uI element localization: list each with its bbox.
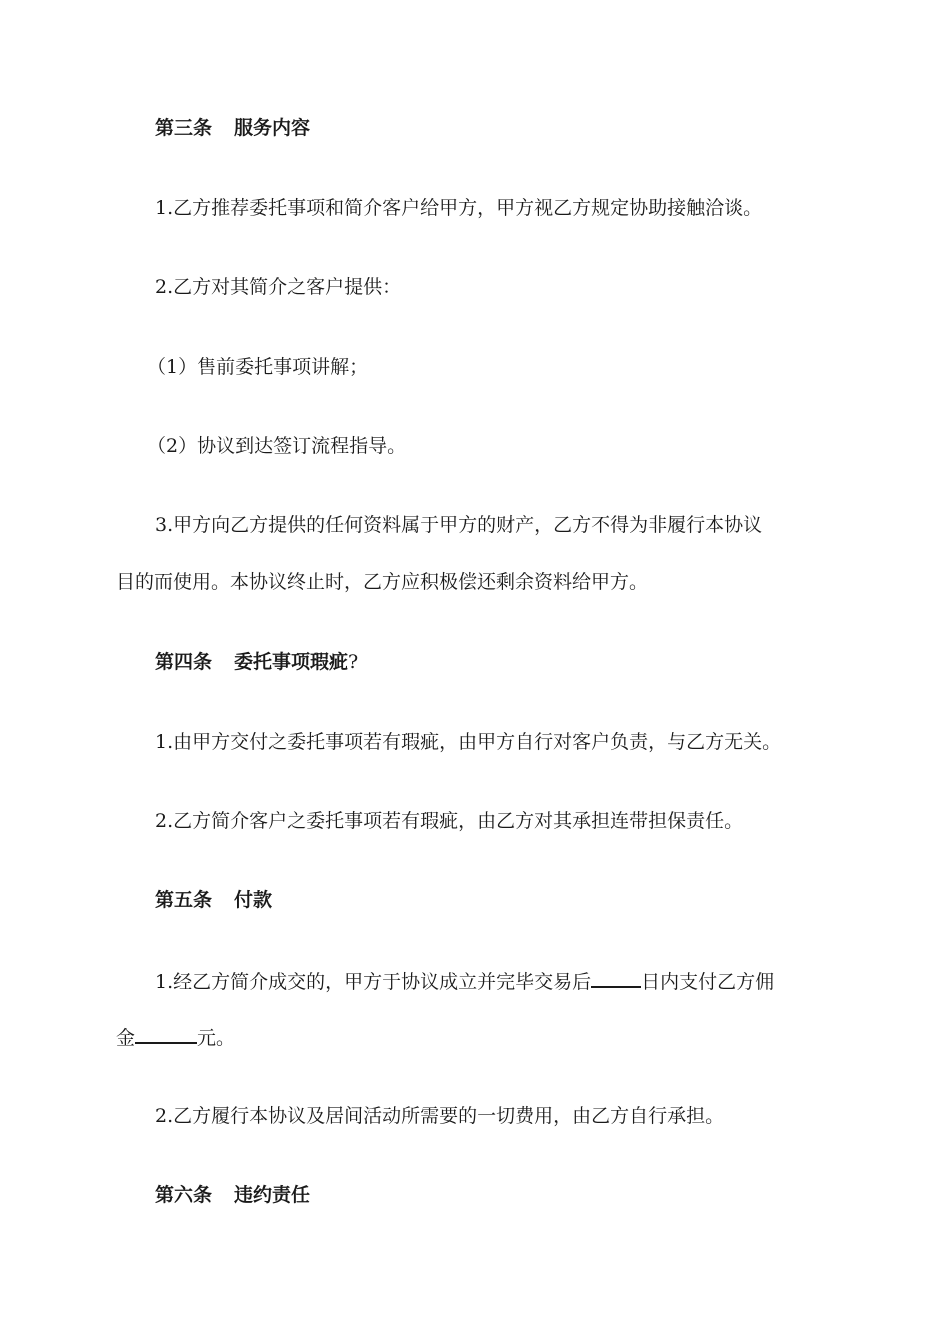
commission-amount-blank-field [135, 1024, 197, 1044]
article-4-clause-1: 1.由甲方交付之委托事项若有瑕疵，由甲方自行对客户负责，与乙方无关。 [155, 731, 782, 753]
article-3-clause-2: 2.乙方对其简介之客户提供： [155, 276, 402, 298]
article-3-number: 第三条 [155, 117, 213, 139]
article-6-number: 第六条 [155, 1184, 213, 1206]
article-5-clause-1-text-c: 金 [116, 1027, 136, 1049]
article-6-heading [155, 1183, 310, 1207]
article-4-number: 第四条 [155, 651, 213, 673]
article-4-clause-2: 2.乙方简介客户之委托事项若有瑕疵，由乙方对其承担连带担保责任。 [155, 810, 744, 832]
article-3-clause-2-item-1: （1）售前委托事项讲解； [147, 356, 369, 378]
article-3-clause-3-line-1: 3.甲方向乙方提供的任何资料属于甲方的财产，乙方不得为非履行本协议 [155, 514, 763, 536]
article-3-heading [155, 116, 310, 140]
article-4-heading [155, 650, 358, 674]
article-5-clause-2: 2.乙方履行本协议及居间活动所需要的一切费用，由乙方自行承担。 [155, 1105, 725, 1127]
article-6-title: 违约责任 [234, 1184, 311, 1206]
article-5-clause-1-text-d: 元。 [197, 1027, 236, 1049]
article-3-title: 服务内容 [234, 117, 311, 139]
article-5-title: 付款 [234, 889, 273, 911]
article-5-heading [155, 888, 272, 912]
article-4-title: 委托事项瑕疵 [234, 651, 349, 673]
days-blank-field [591, 968, 641, 988]
article-5-clause-1-text-a: 1.经乙方简介成交的，甲方于协议成立并完毕交易后 [155, 971, 592, 993]
article-5-number: 第五条 [155, 889, 213, 911]
article-5-clause-1-line-1 [155, 968, 774, 994]
article-5-clause-1-line-2 [116, 1024, 235, 1050]
article-5-clause-1-text-b: 日内支付乙方佣 [641, 971, 775, 993]
article-3-clause-2-item-2: （2）协议到达签订流程指导。 [147, 435, 407, 457]
article-4-title-suffix: ? [348, 651, 359, 673]
article-3-clause-3-line-2: 目的而使用。本协议终止时，乙方应积极偿还剩余资料给甲方。 [116, 571, 649, 593]
article-3-clause-1: 1.乙方推荐委托事项和简介客户给甲方，甲方视乙方规定协助接触洽谈。 [155, 197, 763, 219]
